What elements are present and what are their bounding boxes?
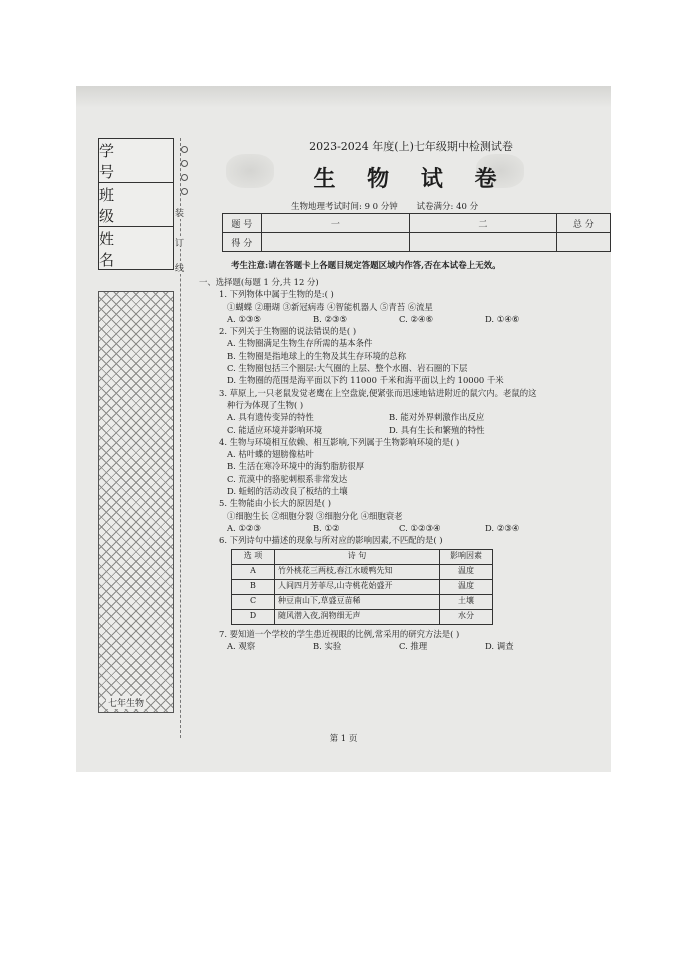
option: C. 生物圈包括三个圈层:大气圈的上层、整个水圈、岩石圈的下层 bbox=[227, 363, 468, 374]
option: D. 生物圈的范围是海平面以下约 11000 千米和海平面以上约 10000 千米 bbox=[227, 375, 504, 386]
binding-line bbox=[180, 138, 195, 738]
option-row bbox=[199, 522, 609, 534]
name-field: 姓 名 bbox=[99, 229, 129, 269]
poem-cell: 竹外桃花三两枝,春江水暖鸭先知 bbox=[275, 564, 440, 579]
question-stem: 5. 生物能由小长大的原因是( ) bbox=[219, 498, 331, 509]
option: C. ①②③④ bbox=[399, 522, 441, 533]
student-info-box bbox=[98, 138, 174, 270]
score-cell: 一 bbox=[261, 214, 410, 233]
question-stem: 3. 草原上,一只老鼠发觉老鹰在上空盘旋,便紧张而迅速地钻进附近的鼠穴内。老鼠的这 bbox=[219, 387, 537, 398]
score-cell bbox=[556, 233, 610, 252]
question-items: ①蝴蝶 ②珊瑚 ③新冠病毒 ④智能机器人 ⑤青苔 ⑥流星 bbox=[227, 301, 433, 312]
poem-cell: D bbox=[232, 609, 275, 624]
option: C. ②④⑥ bbox=[399, 313, 433, 324]
option-row bbox=[199, 313, 609, 325]
question-items: ①细胞生长 ②细胞分裂 ③细胞分化 ④细胞衰老 bbox=[227, 510, 403, 521]
poem-header: 影响因素 bbox=[440, 549, 493, 564]
option: C. 能适应环境并影响环境 bbox=[227, 424, 323, 435]
option-row bbox=[199, 424, 609, 436]
binding-char: 线 bbox=[175, 261, 184, 274]
question-stem: 6. 下列诗句中描述的现象与所对应的影响因素,不匹配的是( ) bbox=[219, 535, 443, 546]
option: D. ②③④ bbox=[485, 522, 520, 533]
option-row bbox=[199, 411, 609, 423]
exam-subtitle: 2023-2024 年度(上)七年级期中检测试卷 bbox=[309, 140, 513, 153]
binding-char: 订 bbox=[175, 236, 184, 249]
poem-cell: 水分 bbox=[440, 609, 493, 624]
score-cell: 总 分 bbox=[556, 214, 610, 233]
option: B. 生活在寒冷环境中的海豹脂肪很厚 bbox=[227, 461, 365, 472]
option: B. 能对外界刺激作出反应 bbox=[389, 412, 485, 423]
poem-table bbox=[231, 549, 493, 625]
exam-sheet bbox=[76, 86, 611, 772]
option: D. 调查 bbox=[485, 640, 514, 651]
student-id-field: 学 号 bbox=[99, 139, 173, 183]
grade-label: 七年生物 bbox=[106, 696, 146, 709]
poem-cell: A bbox=[232, 564, 275, 579]
option: B. 生物圈是指地球上的生物及其生存环境的总称 bbox=[227, 350, 406, 361]
score-cell: 得 分 bbox=[223, 233, 262, 252]
poem-cell: 土壤 bbox=[440, 594, 493, 609]
option: A. 观察 bbox=[227, 640, 256, 651]
page-number: 第 1 页 bbox=[329, 734, 358, 744]
score-cell: 二 bbox=[410, 214, 557, 233]
binding-char: 装 bbox=[175, 206, 184, 219]
score-cell bbox=[410, 233, 557, 252]
class-field: 班 级 bbox=[99, 183, 173, 227]
poem-cell: 温度 bbox=[440, 579, 493, 594]
full-score: 试卷满分: 40 分 bbox=[416, 202, 479, 212]
scan-shadow bbox=[76, 86, 611, 108]
option: C. 荒漠中的骆驼刺根系非常发达 bbox=[227, 473, 348, 484]
question-stem: 4. 生物与环境相互依赖、相互影响,下列属于生物影响环境的是( ) bbox=[219, 436, 460, 447]
exam-notice: 考生注意:请在答题卡上各题目规定答题区域内作答,否在本试卷上无效。 bbox=[231, 261, 501, 271]
binding-hole bbox=[181, 146, 188, 153]
exam-title: 生 物 试 卷 bbox=[313, 166, 509, 192]
exam-time: 生物地理考试时间: 9 0 分钟 bbox=[291, 202, 398, 212]
option: D. 具有生长和繁殖的特性 bbox=[389, 424, 485, 435]
option: D. 蚯蚓的活动改良了板结的土壤 bbox=[227, 486, 348, 497]
question-stem: 1. 下列物体中属于生物的是:( ) bbox=[219, 289, 334, 300]
lattice-pattern bbox=[98, 291, 174, 713]
poem-cell: 随风潜入夜,润物细无声 bbox=[275, 609, 440, 624]
option-row bbox=[199, 640, 609, 652]
option: B. ①② bbox=[313, 522, 340, 533]
option: B. 实验 bbox=[313, 640, 342, 651]
option: A. 生物圈满足生物生存所需的基本条件 bbox=[227, 338, 373, 349]
section-heading: 一、选择题(每题 1 分,共 12 分) bbox=[199, 277, 319, 287]
question-content bbox=[199, 276, 609, 652]
poem-cell: C bbox=[232, 594, 275, 609]
option: B. ②③⑤ bbox=[313, 313, 348, 324]
poem-header: 选 项 bbox=[232, 549, 275, 564]
question-stem: 2. 下列关于生物圈的说法错误的是( ) bbox=[219, 326, 357, 337]
option: A. ①②③ bbox=[227, 522, 261, 533]
binding-hole bbox=[181, 174, 188, 181]
option: C. 推理 bbox=[399, 640, 428, 651]
score-cell: 题 号 bbox=[223, 214, 262, 233]
poem-cell: B bbox=[232, 579, 275, 594]
option: A. ①③⑤ bbox=[227, 313, 261, 324]
question-stem-cont: 种行为体现了生物( ) bbox=[227, 399, 304, 410]
binding-hole bbox=[181, 160, 188, 167]
score-table bbox=[222, 213, 611, 252]
exam-info bbox=[291, 200, 494, 212]
score-cell bbox=[261, 233, 410, 252]
option: A. 具有遗传变异的特性 bbox=[227, 412, 314, 423]
option: A. 枯叶蝶的翅膀像枯叶 bbox=[227, 449, 314, 460]
poem-cell: 温度 bbox=[440, 564, 493, 579]
poem-cell: 种豆南山下,草盛豆苗稀 bbox=[275, 594, 440, 609]
question-stem: 7. 要知道一个学校的学生患近视眼的比例,常采用的研究方法是( ) bbox=[219, 628, 460, 639]
binding-hole bbox=[181, 188, 188, 195]
option: D. ①④⑥ bbox=[485, 313, 520, 324]
poem-header: 诗 句 bbox=[275, 549, 440, 564]
poem-cell: 人间四月芳菲尽,山寺桃花始盛开 bbox=[275, 579, 440, 594]
